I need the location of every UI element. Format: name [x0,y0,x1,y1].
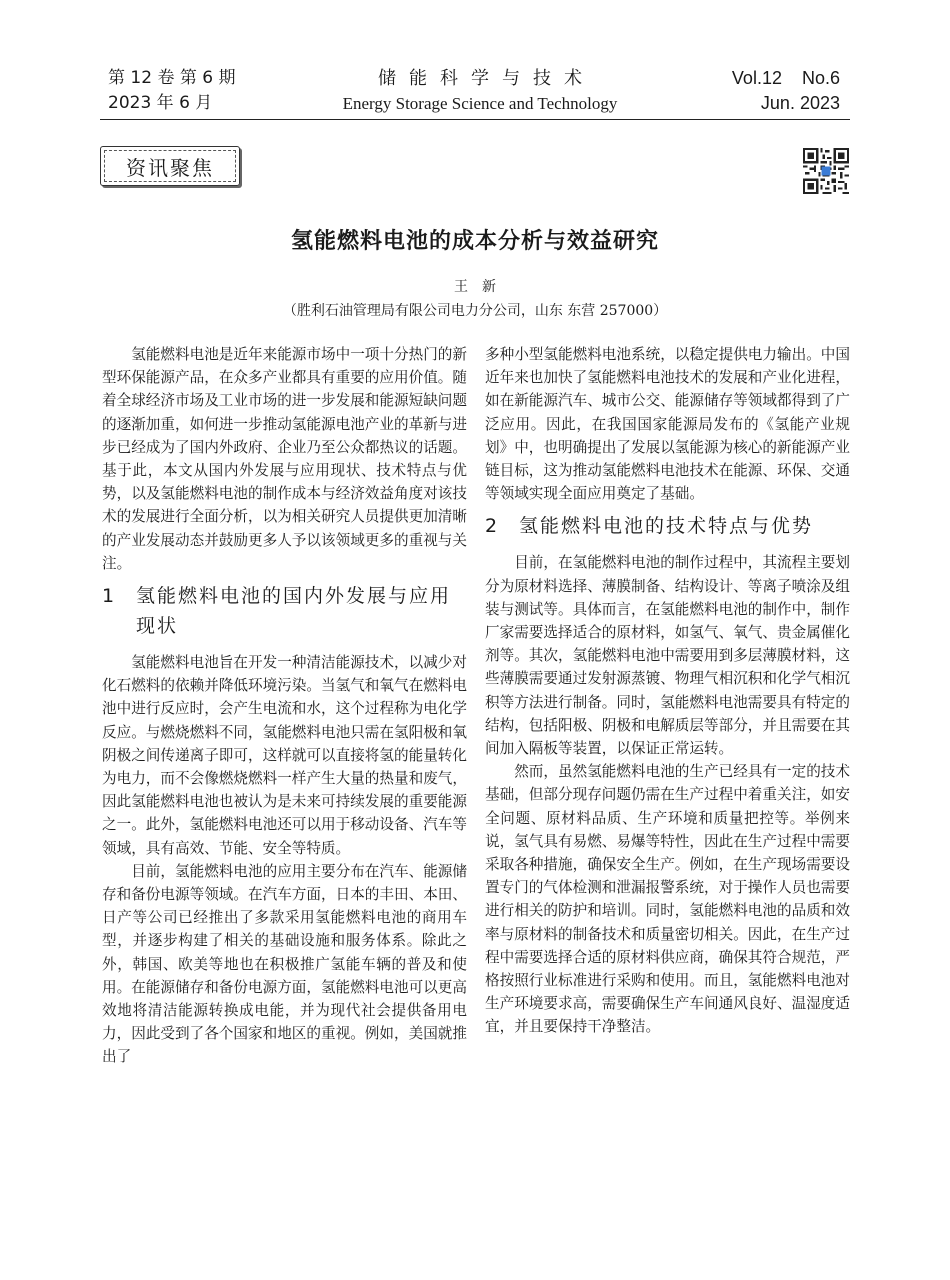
journal-name-en: Energy Storage Science and Technology [342,94,618,113]
section-1-number: 1 [102,585,115,608]
header-left [108,66,235,116]
section-1-heading [102,581,467,641]
date-cn: 2023 年 6 月 [108,93,213,113]
section-1-title: 氢能燃料电池的国内外发展与应用现状 [136,585,452,638]
article-title: 氢能燃料电池的成本分析与效益研究 [290,229,659,254]
volume-issue-en: Vol.12 No.6 [731,68,840,88]
paragraph: 然而，虽然氢能燃料电池的生产已经具有一定的技术基础，但部分现存问题仍需在生产过程中着重关注，如安全问题、原材料品质、生产环境和质量把控等。举例来说，氢气具有易燃、易爆等特性，因此在生产过程中需要采取各种措施，确保安全生产。例如，在生产现场需要设置专门的气体检测和泄漏报警系统，对于操作人员也需要进行相关的防护和培训。同时，氢能燃料电池的品质和效率与原材料的制备技术和质量密切相关。因此，在生产过程中需要选择合适的原材料供应商，确保其符合规范，严格按照行业标准进行采购和使用。而且，氢能燃料电池对生产环境要求高，需要确保生产车间通风良好、温湿度适宜，并且要保持干净整洁。 [485,763,850,1036]
column-tag [100,146,240,186]
author-affiliation: （胜利石油管理局有限公司电力分公司，山东 东营 257000） [282,303,668,319]
paragraph: 氢能燃料电池旨在开发一种清洁能源技术，以减少对化石燃料的依赖并降低环境污染。当氢气和氧气在燃料电池中进行反应时，会产生电流和水，这个过程称为电化学反应。与燃烧燃料不同，氢能燃料电池只需在氢阳极和氧阴极之间传递离子即可，这样就可以直接将氢的能量转化为电力，而不会像燃烧燃料一样产生大量的热量和废气，因此氢能燃料电池也被认为是未来可持续发展的重要能源之一。此外，氢能燃料电池还可以用于移动设备、汽车等领域，具有高效、节能、安全等特质。 [102,654,467,857]
date-en: Jun. 2023 [760,93,840,113]
volume-issue-cn: 第 12 卷 第 6 期 [108,68,236,88]
paragraph: 目前，在氢能燃料电池的制作过程中，其流程主要划分为原材料选择、薄膜制备、结构设计、等离子喷涂及组装与测试等。具体而言，在氢能燃料电池的制作中，制作厂家需要选择适合的原材料，如氢气、氧气、贵金属催化剂等。其次，氢能燃料电池中需要用到多层薄膜材料，这些薄膜需要通过发射源蒸镀、物理气相沉积和化学气相沉积等方法进行制备。同时，氢能燃料电池需要具有特定的结构，包括阳极、阴极和电解质层等部分，并且需要在其间加入隔板等装置，以保证正常运转。 [485,554,850,758]
left-column [102,343,467,1069]
header-right [732,66,840,116]
paragraph: 目前，氢能燃料电池的应用主要分布在汽车、能源储存和备份电源等领域。在汽车方面，日本的丰田、本田、日产等公司已经推出了多款采用氢能燃料电池的商用车型，并逐步构建了相关的基础设施和服务体系。除此之外，韩国、欧美等地也在积极推广氢能车辆的普及和使用。在能源储存和备份电源方面，氢能燃料电池可以更高效地将清洁能源转换成电能，并为现代社会提供备用电力，因此受到了各个国家和地区的重视。例如，美国就推出了 [102,862,467,1066]
qr-code-icon[interactable] [803,148,849,194]
section-2-heading [485,511,850,541]
section-2-number: 2 [485,515,498,538]
journal-name-cn: 储能科学与技术 [378,68,595,89]
section-2-title: 氢能燃料电池的技术特点与优势 [519,515,814,538]
column-tag-label: 资讯聚焦 [104,150,236,182]
right-column [485,343,850,1039]
header-rule [100,119,850,120]
intro-paragraph: 氢能燃料电池是近年来能源市场中一项十分热门的新型环保能源产品，在众多产业都具有重要的应用价值。随着全球经济市场及工业市场的进一步发展和能源短缺问题的逐渐加重，如何进一步推动氢能源电池产业的革新与进步已经成为了国内外政府、企业乃至公众都热议的话题。基于此，本文从国内外发展与应用现状、技术特点与优势，以及氢能燃料电池的制作成本与经济效益角度对该技术的发展进行全面分析，以为相关研究人员提供更加清晰的产业发展动态并鼓励更多人予以该领域更多的重视与关注。 [102,346,467,572]
paragraph-continued: 多种小型氢能燃料电池系统，以稳定提供电力输出。中国近年来也加快了氢能燃料电池技术的发展和产业化进程，如在新能源汽车、城市公交、能源储存等领域都得到了广泛应用。因此，在我国国家能源局发布的《氢能产业规划》中，也明确提出了发展以氢能源为核心的新能源产业链目标，这为推动氢能燃料电池技术在能源、环保、交通等领域实现全面应用奠定了基础。 [485,346,850,503]
header-center [300,66,660,116]
author-name: 王新 [454,279,510,295]
